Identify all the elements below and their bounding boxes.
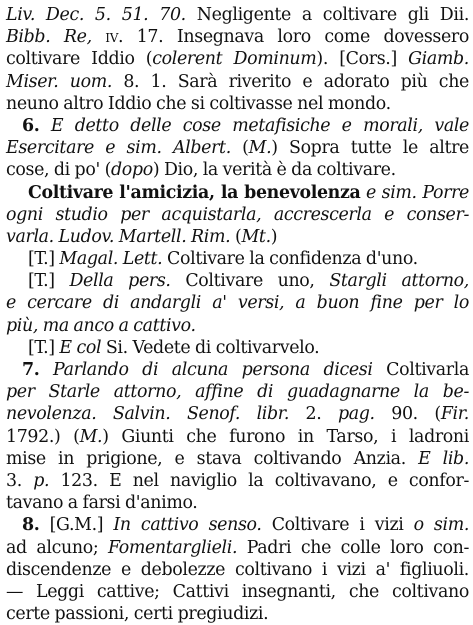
- text-segment: nevolenza. Salvin. Senof. libr.: [6, 404, 290, 425]
- text-line: [6, 226, 469, 248]
- text-segment: ) Giunti che furono in Tarso, i ladroni: [102, 426, 469, 447]
- text-segment: Della pers.: [69, 271, 171, 292]
- text-segment: ad alcuno;: [6, 537, 108, 558]
- text-line: [6, 470, 469, 492]
- text-line: [6, 514, 469, 536]
- text-segment: M.: [248, 138, 272, 159]
- text-line: [6, 381, 469, 403]
- text-segment: (: [230, 138, 249, 159]
- text-segment: — Leggi cattive; Cattivi insegnanti, che coltivano: [6, 581, 469, 602]
- text-segment: E col: [59, 337, 102, 358]
- text-segment: ). [Cors.]: [316, 49, 409, 70]
- text-segment: Miser. uom.: [6, 71, 113, 92]
- text-line: [6, 115, 469, 137]
- text-segment: 2.: [289, 404, 338, 425]
- text-segment: Fir.: [440, 404, 469, 425]
- text-segment: neuno altro Iddio che si coltivasse nel mondo.: [6, 93, 391, 114]
- text-segment: iv. 17.: [91, 27, 164, 48]
- text-line: [6, 137, 469, 159]
- text-segment: Insegnava loro come dovessero: [163, 27, 469, 48]
- text-segment: varla. Ludov. Martell. Rim.: [6, 226, 231, 247]
- text-line: [6, 159, 469, 181]
- text-segment: Parlando di alcuna persona dicesi: [39, 360, 373, 380]
- text-segment: tavano a farsi d'animo.: [6, 493, 198, 514]
- text-segment: pag.: [337, 404, 375, 425]
- text-segment: [T.]: [28, 249, 60, 270]
- text-segment: [T.]: [28, 271, 70, 292]
- text-line: [6, 448, 469, 470]
- text-segment: Esercitare e sim. Albert.: [6, 138, 231, 159]
- text-segment: Liv. Dec. 5. 51. 70.: [6, 5, 186, 25]
- text-line: [6, 426, 469, 448]
- text-segment: ): [270, 226, 278, 247]
- text-line: [6, 403, 469, 425]
- text-line: [6, 270, 469, 292]
- text-segment: Negligente a coltivare gli Dii.: [185, 5, 470, 25]
- text-segment: Mt.: [241, 226, 271, 247]
- text-segment: 8. 1. Sarà riverito e adorato più che: [112, 71, 469, 92]
- section-number: 8.: [22, 515, 40, 536]
- text-segment: per Starle attorno, affine di guadagnarne la be-: [6, 382, 469, 403]
- text-segment: [G.M.]: [39, 515, 114, 536]
- text-segment: 123. E nel naviglio la coltivavano, e confor-: [49, 470, 469, 491]
- text-line: [6, 248, 469, 270]
- text-line: [6, 537, 469, 559]
- text-segment: Si. Vedete di coltivarvelo.: [101, 337, 320, 358]
- text-segment: Magal. Lett.: [59, 249, 163, 270]
- text-segment: ) Dio, la verità è da coltivare.: [152, 160, 396, 181]
- text-segment: Coltivare uno,: [170, 271, 330, 292]
- dictionary-entry-column: [6, 4, 469, 625]
- text-segment: ) Sopra tutte le altre: [271, 138, 469, 159]
- text-segment: Coltivare la confidenza d'uno.: [162, 249, 418, 270]
- text-segment: più, ma anco a cattivo.: [6, 315, 196, 336]
- text-segment: (: [230, 226, 242, 247]
- text-line: [6, 315, 469, 337]
- text-segment: discendenze e debolezze coltivano i vizi a' figliuoli.: [6, 559, 469, 580]
- text-segment: Stargli attorno,: [329, 271, 469, 292]
- text-segment: Giamb.: [408, 49, 469, 70]
- text-line: [6, 292, 469, 314]
- text-segment: Bibb. Re,: [6, 27, 92, 48]
- text-line: [6, 337, 469, 359]
- text-segment: dopo: [111, 160, 153, 181]
- text-line: [6, 581, 469, 603]
- text-line: [6, 26, 469, 48]
- text-segment: mise in prigione, e stava coltivando Anzia.: [6, 448, 419, 469]
- text-segment: Coltivarla: [372, 360, 469, 380]
- text-line: [6, 182, 469, 204]
- section-number: 6.: [22, 115, 40, 136]
- text-segment: ogni studio per acquistarla, accrescerla e conser-: [6, 204, 469, 225]
- text-segment: coltivare Iddio (: [6, 49, 153, 70]
- text-line: [6, 204, 469, 226]
- text-segment: p.: [33, 470, 50, 491]
- text-segment: e sim. Porre: [360, 182, 469, 203]
- headword: Coltivare l'amicizia, la benevolenza: [28, 182, 361, 203]
- text-line: [6, 48, 469, 70]
- text-segment: 1792.) (: [6, 426, 80, 447]
- text-segment: Padri che colle loro con-: [237, 537, 469, 558]
- text-segment: cose, di po' (: [6, 160, 112, 181]
- text-line: [6, 71, 469, 93]
- text-segment: o sim.: [413, 515, 470, 536]
- text-segment: 90. (: [374, 404, 441, 425]
- section-number: 7.: [22, 360, 40, 380]
- text-segment: colerent Dominum: [152, 49, 317, 70]
- text-line: [6, 559, 469, 581]
- text-line: [6, 93, 469, 115]
- text-segment: certe passioni, certi pregiudizi.: [6, 604, 269, 625]
- text-segment: In cattivo senso.: [113, 515, 262, 536]
- text-segment: [T.]: [28, 337, 60, 358]
- text-segment: Coltivare i vizi: [261, 515, 414, 536]
- text-segment: E detto delle cose metafisiche e morali, vale: [39, 115, 469, 136]
- text-line: [6, 492, 469, 514]
- text-line: [6, 603, 469, 625]
- text-segment: Fomentarglieli.: [107, 537, 238, 558]
- text-segment: 3.: [6, 470, 34, 491]
- text-line: [6, 4, 469, 26]
- text-segment: E lib.: [418, 448, 469, 469]
- text-segment: M.: [79, 426, 103, 447]
- text-segment: e cercare di andargli a' versi, a buon fine per lo: [6, 293, 469, 314]
- text-line: [6, 359, 469, 381]
